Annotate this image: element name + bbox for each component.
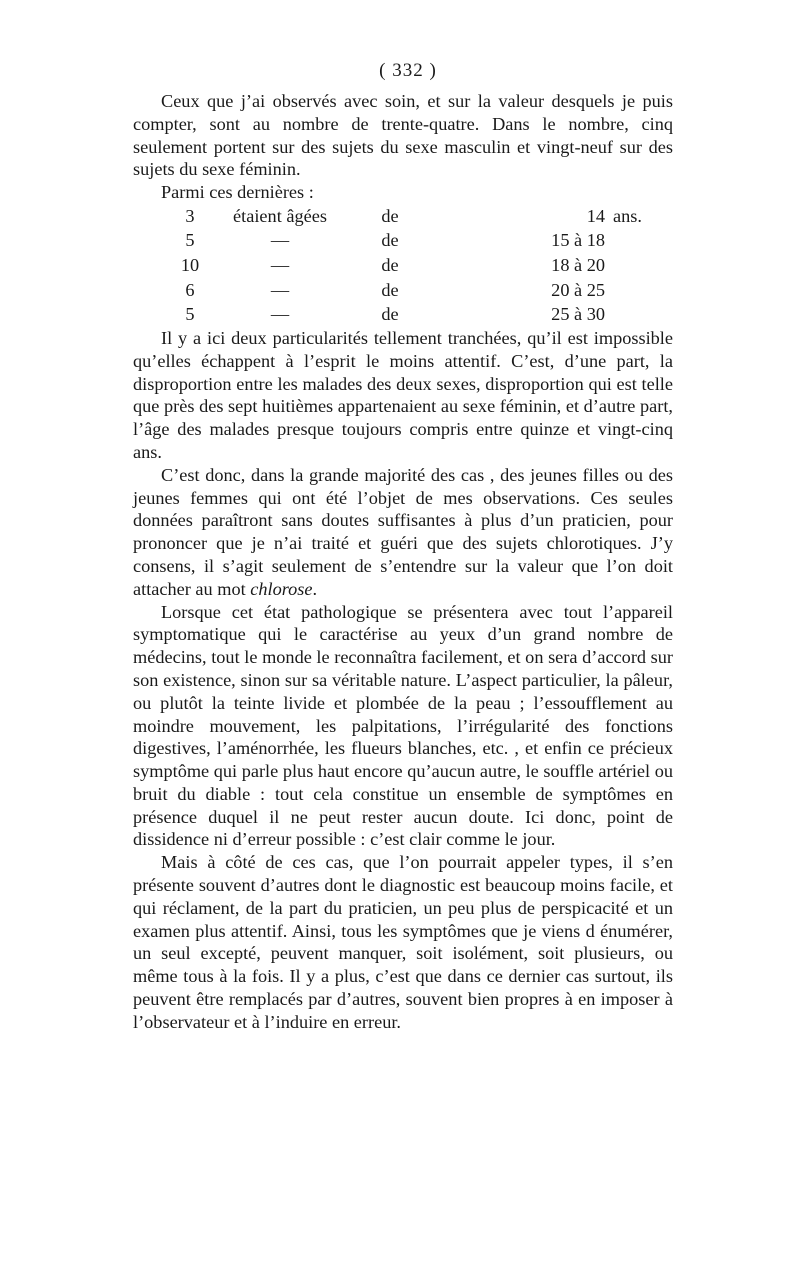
age-count: 5 <box>185 230 195 251</box>
age-de: de <box>381 279 399 300</box>
age-range: 15 à 18 <box>551 230 605 251</box>
age-table <box>165 204 663 327</box>
age-unit <box>613 229 663 254</box>
table-intro: Parmi ces dernières : <box>161 182 314 203</box>
age-count: 3 <box>185 205 195 226</box>
chlorosis-end: . <box>312 578 318 599</box>
paragraph-observations: Ceux que j’ai observés avec soin, et sur la valeur desquels je puis compter, sont au nombre de trente-quatre. Dans le nombre, cinq seulement portent sur des sujets du sexe masculin et vingt-neuf sur des sujets du sexe féminin. <box>133 91 673 180</box>
age-word: — <box>270 230 290 251</box>
page-number: ( 332 ) <box>379 60 437 81</box>
age-row <box>165 253 663 278</box>
age-word: — <box>270 279 290 300</box>
age-de: de <box>381 205 399 226</box>
paragraph-particularities: Il y a ici deux particularités tellement tranchées, qu’il est impossible qu’elles échappent à l’esprit le moins attentif. C’est, d’une part, la disproportion entre les malades des deux sexes, disproportion qui est telle que près des sept huitièmes appartenaient au sexe féminin, et d’autre part, l’âge des malades presque toujours compris entre quinze et vingt-cinq ans. <box>133 327 673 462</box>
age-row <box>165 204 663 229</box>
age-range: 18 à 20 <box>551 254 605 275</box>
paragraph-symptoms: Lorsque cet état pathologique se présentera avec tout l’appareil symptomatique qui le caractérise au yeux d’un grand nombre de médecins, tout le monde le reconnaîtra facilement, et on sera d’accord sur son existence, sinon sur sa véritable nature. L’aspect particulier, la pâleur, ou plutôt la teinte livide et plombée de la peau ; l’essoufflement au moindre mouvement, les palpitations, l’irrégularité des fonctions digestives, l’aménorrhée, les flueurs blanches, etc. , et enfin ce précieux symptôme qui parle plus haut encore qu’aucun autre, le souffle artériel ou bruit du diable : tout cela constitue un ensemble de symptômes en présence duquel il ne peut rester aucun doute. Ici donc, point de dissidence ni d’erreur possible : c’est clair comme le jour. <box>133 601 673 850</box>
age-count: 6 <box>185 279 195 300</box>
age-range: 14 <box>586 205 605 226</box>
age-de: de <box>381 254 399 275</box>
age-range: 20 à 25 <box>551 279 605 300</box>
chlorosis-term: chlorose <box>250 578 313 599</box>
age-row <box>165 229 663 254</box>
age-de: de <box>381 230 399 251</box>
age-range: 25 à 30 <box>551 304 605 325</box>
paragraph-diagnosis: Mais à côté de ces cas, que l’on pourrait appeler types, il s’en présente souvent d’autres dont le diagnostic est beaucoup moins facile, et qui réclament, de la part du praticien, un peu plus de perspicacité et un examen plus attentif. Ainsi, tous les symptômes que je viens d énumérer, un seul excepté, peuvent manquer, soit isolément, soit plusieurs, ou même tous à la fois. Il y a plus, c’est que dans ce dernier cas surtout, ils peuvent être remplacés par d’autres, souvent bien propres à en imposer à l’observateur et à l’induire en erreur. <box>133 852 673 1032</box>
age-row <box>165 278 663 303</box>
age-row <box>165 302 663 327</box>
document-page <box>133 60 673 1034</box>
age-count: 5 <box>185 304 195 325</box>
age-unit <box>613 302 663 327</box>
age-unit: ans. <box>613 205 642 226</box>
paragraph-chlorosis <box>133 464 673 601</box>
age-word: — <box>270 254 290 275</box>
age-unit <box>613 278 663 303</box>
age-de: de <box>381 304 399 325</box>
age-word: — <box>270 304 290 325</box>
age-word: étaient âgées <box>233 205 327 226</box>
chlorosis-text: C’est donc, dans la grande majorité des cas , des jeunes filles ou des jeunes femmes qui ont été l’objet de mes observations. Ces seules données paraîtront sans doutes suffisantes à plus d’un praticien, pour prononcer que je n’ai traité et guéri que des sujets chlorotiques. J’y consens, il s’agit seulement de s’entendre sur la valeur que l’on doit attacher au mot <box>133 464 673 599</box>
age-unit <box>613 253 663 278</box>
age-count: 10 <box>180 254 200 275</box>
